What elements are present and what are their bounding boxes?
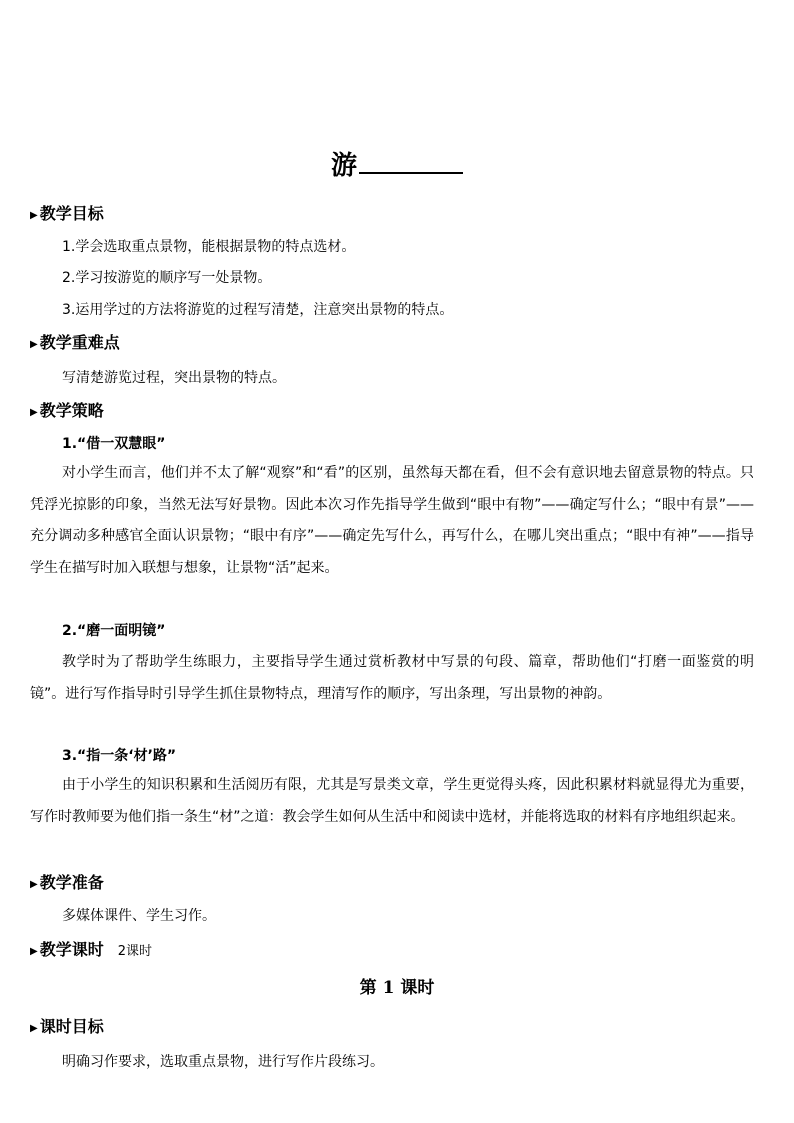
section-heading-preparation: ▶ 教学准备: [30, 873, 104, 892]
strategy-text-3: 由于小学生的知识积累和生活阅历有限，尤其是写景类文章，学生更觉得头疼，因此积累材料就显得尤为重要，写作时教师要为他们指一条生“材”之道：教会学生如何从生活中和阅读中选材，并能将选取的材料有序地组织起来。: [30, 777, 754, 825]
lesson-goal-text: 明确习作要求，选取重点景物，进行写作片段练习。: [62, 1054, 384, 1070]
goal-item-2: 2.学习按游览的顺序写一处景物。: [62, 270, 272, 286]
triangle-icon: ▶: [30, 210, 38, 221]
title-blank-line: [359, 146, 463, 174]
key-points-text: 写清楚游览过程，突出景物的特点。: [62, 370, 286, 386]
goal-item-3: 3.运用学过的方法将游览的过程写清楚，注意突出景物的特点。: [62, 302, 454, 318]
strategy-title-2: 2.“磨一面明镜”: [62, 623, 166, 639]
strategy-title-3: 3.“指一条‘材’路”: [62, 748, 177, 764]
strategy-title-1: 1.“借一双慧眼”: [62, 436, 166, 452]
section-heading-lesson-goals: ▶ 课时目标: [30, 1017, 104, 1036]
hours-value: 2课时: [117, 944, 152, 959]
strategy-text-1: 对小学生而言，他们并不太了解“观察”和“看”的区别，虽然每天都在看，但不会有意识地去留意景物的特点。只凭浮光掠影的印象，当然无法写好景物。因此本次习作先指导学生做到“眼中有物”——确定写什么；“眼中有景”——充分调动多种感官全面认识景物；“眼中有序”——确定先写什么，再写什么，在哪儿突出重点；“眼中有神”——指导学生在描写时加入联想与想象，让景物“活”起来。: [30, 465, 754, 576]
section-heading-key-points: ▶ 教学重难点: [30, 333, 120, 352]
page-title: [0, 146, 794, 184]
section-heading-goals: ▶ 教学目标: [30, 204, 104, 223]
lesson-title: 第 1 课时: [359, 978, 435, 998]
section-heading-hours: ▶ 教学课时 2课时: [30, 940, 152, 959]
section-heading-strategy: ▶ 教学策略: [30, 401, 104, 420]
triangle-icon: ▶: [30, 879, 38, 890]
triangle-icon: ▶: [30, 339, 38, 350]
title-text: 游: [330, 151, 357, 181]
strategy-text-2: 教学时为了帮助学生练眼力，主要指导学生通过赏析教材中写景的句段、篇章，帮助他们“打磨一面鉴赏的明镜”。进行写作指导时引导学生抓住景物特点，理清写作的顺序，写出条理，写出景物的神韵。: [30, 654, 754, 702]
triangle-icon: ▶: [30, 407, 38, 418]
preparation-text: 多媒体课件、学生习作。: [62, 908, 216, 924]
triangle-icon: ▶: [30, 946, 38, 957]
goal-item-1: 1.学会选取重点景物，能根据景物的特点选材。: [62, 239, 356, 255]
triangle-icon: ▶: [30, 1023, 38, 1034]
